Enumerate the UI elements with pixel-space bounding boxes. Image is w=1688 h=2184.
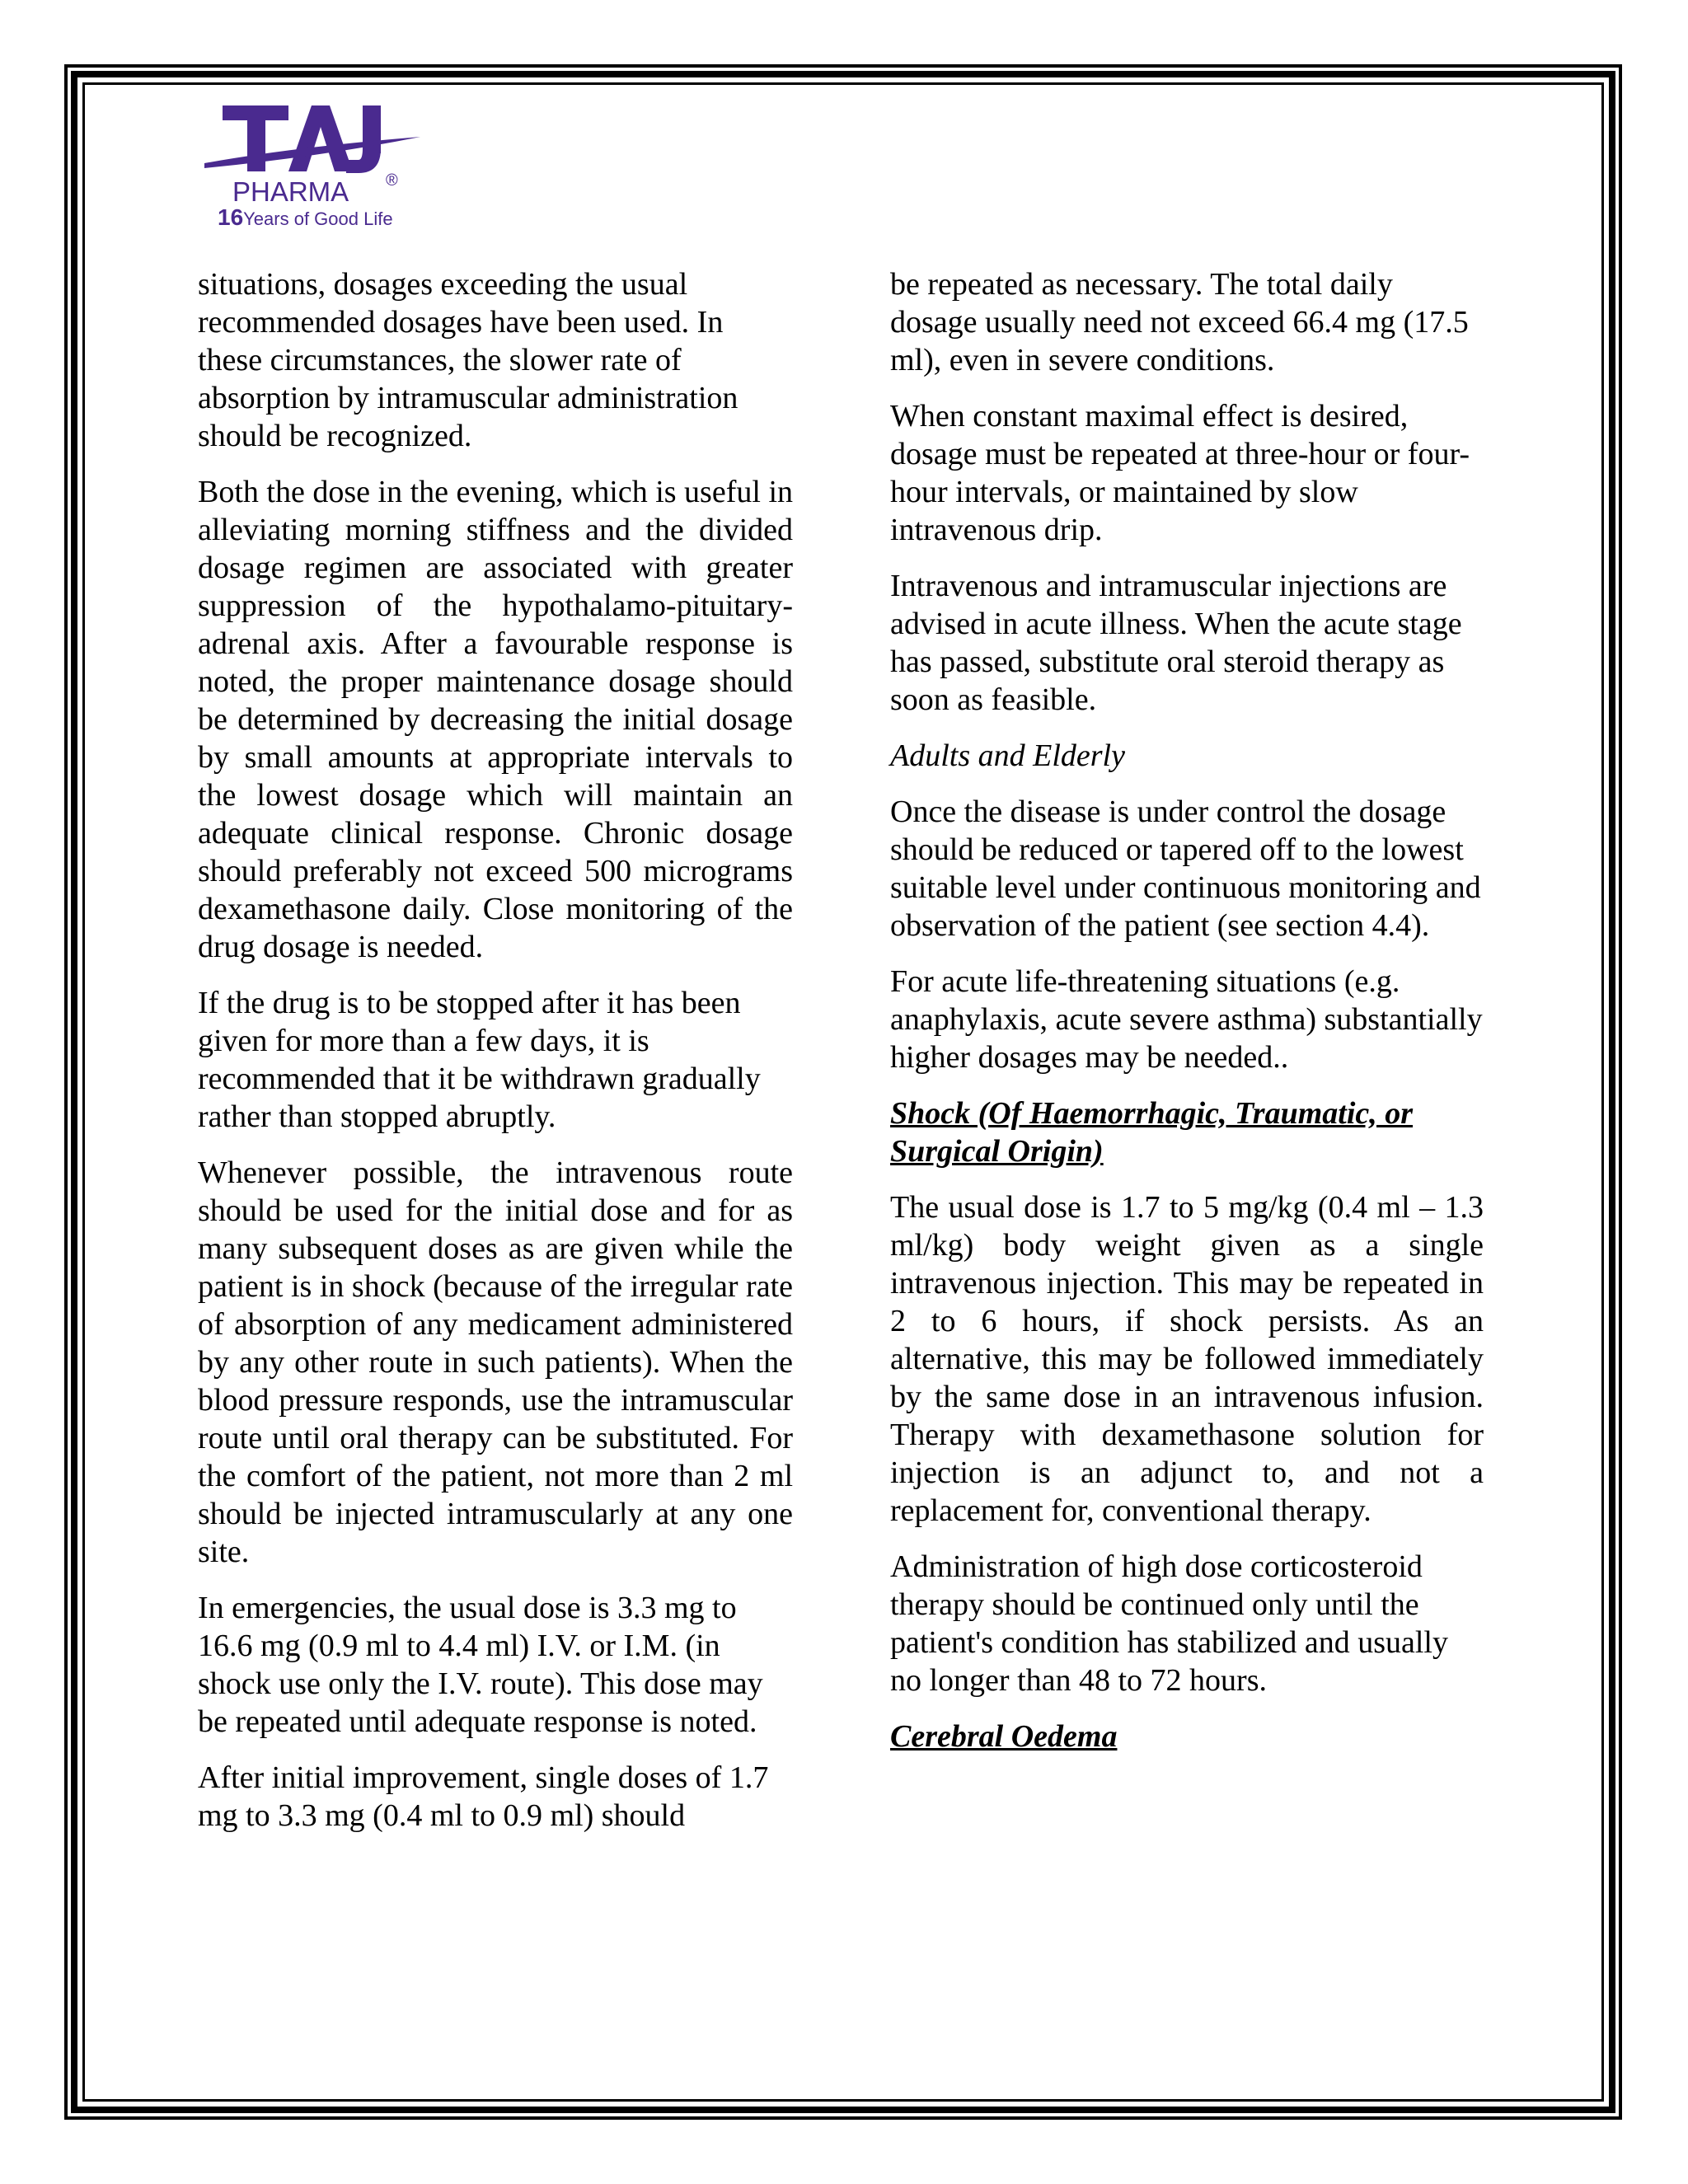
taj-logo-mark-icon <box>198 99 445 181</box>
paragraph: Intravenous and intramuscular injections are advised in acute illness. When the acute stage has passed, substitute oral steroid therapy as soon as feasible. <box>890 569 1462 717</box>
paragraph: Both the dose in the evening, which is useful in alleviating morning stiffness and the divided dosage regimen are associated with greater suppression of the hypothalamo-pituitary-adrenal axis. After a favourable response is noted, the proper maintenance dosage should be determined by decreasing the initial dosage by small amounts at appropriate intervals to the lowest dosage which will maintain an adequate clinical response. Chronic dosage should preferably not exceed 500 micrograms dexamethasone daily. Close monitoring of the drug dosage is needed. <box>198 475 793 964</box>
paragraph: For acute life-threatening situations (e.g. anaphylaxis, acute severe asthma) substantially higher dosages may be needed.. <box>890 964 1483 1075</box>
logo-tagline <box>218 204 393 231</box>
left-column <box>198 265 793 1853</box>
paragraph: In emergencies, the usual dose is 3.3 mg to 16.6 mg (0.9 ml to 4.4 ml) I.V. or I.M. (in shock use only the I.V. route). This dose may be repeated until adequate response is noted. <box>198 1591 763 1739</box>
paragraph: be repeated as necessary. The total daily dosage usually need not exceed 66.4 mg (17.5 ml), even in severe conditions. <box>890 267 1469 377</box>
paragraph: After initial improvement, single doses of 1.7 mg to 3.3 mg (0.4 ml to 0.9 ml) should <box>198 1760 769 1833</box>
paragraph: When constant maximal effect is desired, dosage must be repeated at three-hour or four-hour intervals, or maintained by slow intravenous drip. <box>890 399 1470 547</box>
logo-pharma-text: PHARMA <box>232 176 349 207</box>
paragraph: Administration of high dose corticosteroid therapy should be continued only until the patient's condition has stabilized and usually no longer than 48 to 72 hours. <box>890 1549 1448 1698</box>
logo-years: 16 <box>218 204 244 230</box>
right-column <box>890 265 1484 1774</box>
paragraph: Whenever possible, the intravenous route should be used for the initial dose and for as many subsequent doses as are given while the patient is in shock (because of the irregular rate of absorption of any medicament administered by any other route in such patients). When the blood pressure responds, use the intramuscular route until oral therapy can be substituted. For the comfort of the patient, not more than 2 ml should be injected intramuscularly at any one site. <box>198 1155 793 1569</box>
paragraph: situations, dosages exceeding the usual recommended dosages have been used. In these circumstances, the slower rate of absorption by intramuscular administration should be recognized. <box>198 267 738 453</box>
subheading-adults-elderly: Adults and Elderly <box>890 738 1125 773</box>
logo-registered-mark: ® <box>386 171 398 190</box>
heading-cerebral-oedema: Cerebral Oedema <box>890 1719 1118 1754</box>
taj-pharma-logo <box>198 99 445 231</box>
paragraph: Once the disease is under control the dosage should be reduced or tapered off to the lowest suitable level under continuous monitoring and observation of the patient (see section 4.4). <box>890 794 1481 943</box>
paragraph: The usual dose is 1.7 to 5 mg/kg (0.4 ml – 1.3 ml/kg) body weight given as a single intravenous injection. This may be repeated in 2 to 6 hours, if shock persists. As an alternative, this may be followed immediately by the same dose in an intravenous infusion. Therapy with dexamethasone solution for injection is an adjunct to, and not a replacement for, conventional therapy. <box>890 1190 1484 1528</box>
heading-shock: Shock (Of Haemorrhagic, Traumatic, or Surgical Origin) <box>890 1096 1414 1169</box>
paragraph: If the drug is to be stopped after it has been given for more than a few days, it is recommended that it be withdrawn gradually rather than stopped abruptly. <box>198 986 761 1134</box>
logo-tagline-text: Years of Good Life <box>243 209 393 229</box>
